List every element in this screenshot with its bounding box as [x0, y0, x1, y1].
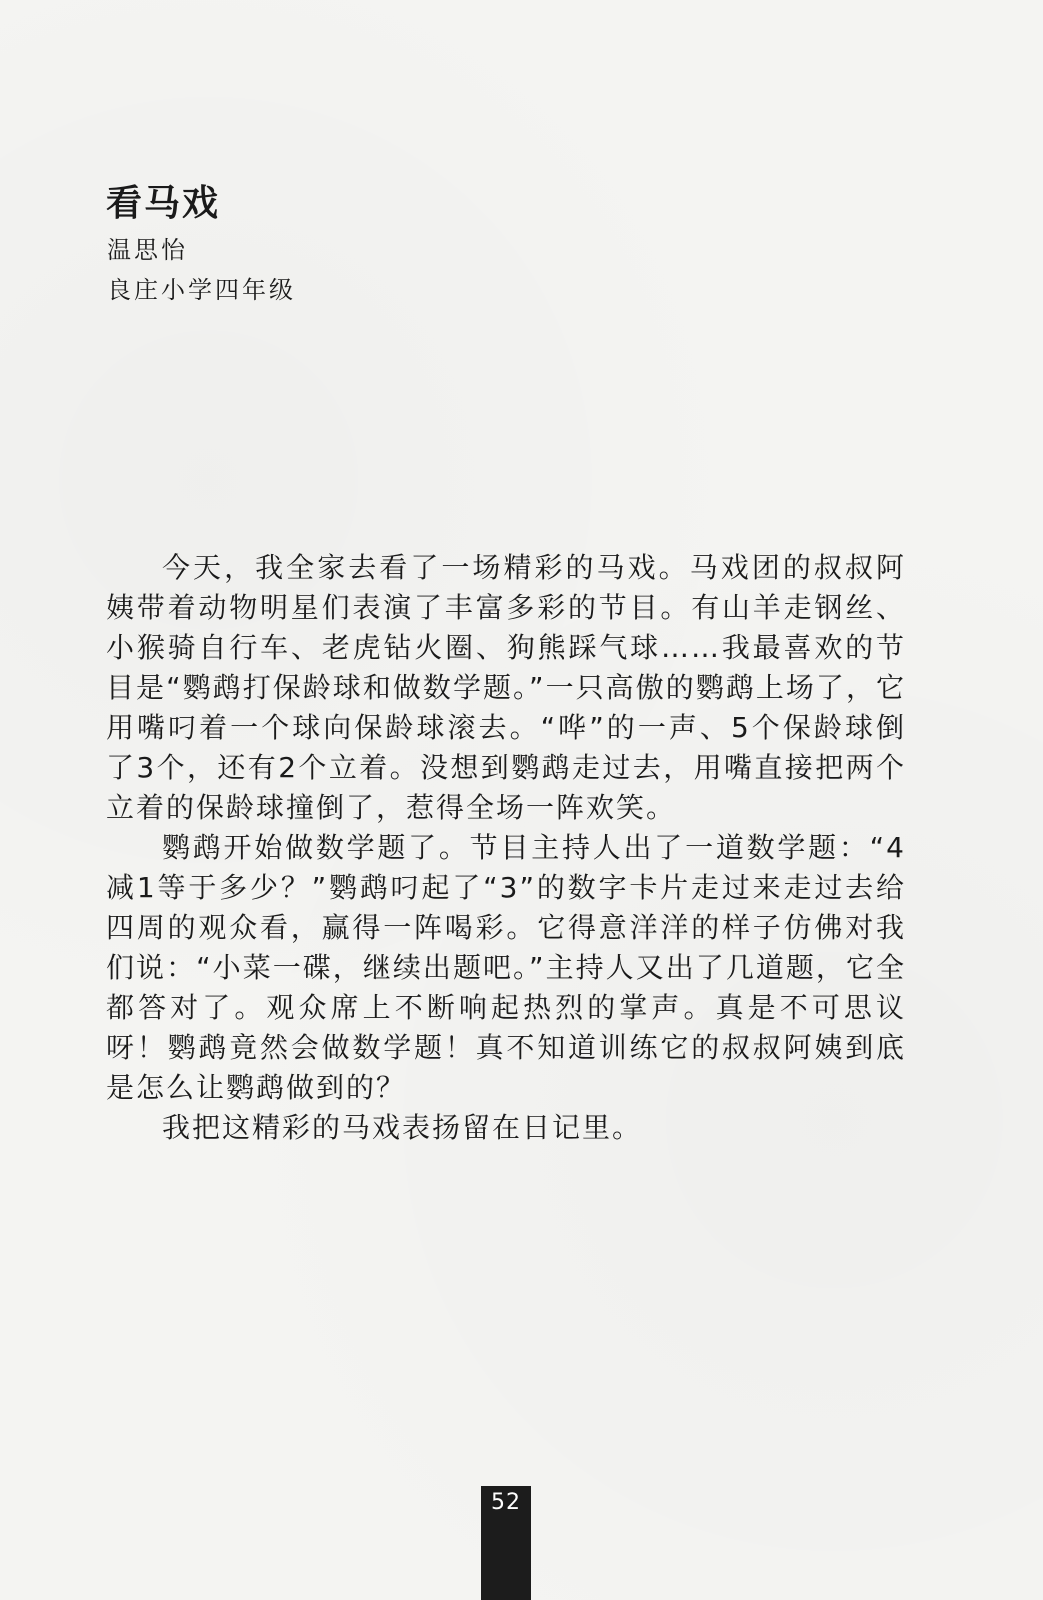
paragraph-2: 鹦鹉开始做数学题了。节目主持人出了一道数学题：“4减1等于多少？”鹦鹉叼起了“3”的数字卡片走过来走过去给四周的观众看，赢得一阵喝彩。它得意洋洋的样子仿佛对我们说：“小菜一碟，继续出题吧。”主持人又出了几道题，它全都答对了。观众席上不断响起热烈的掌声。真是不可思议呀！鹦鹉竟然会做数学题！真不知道训练它的叔叔阿姨到底是怎么让鹦鹉做到的？	[106, 831, 906, 1104]
article-body	[106, 548, 906, 1148]
paragraph-3: 我把这精彩的马戏表扬留在日记里。	[162, 1111, 643, 1144]
paragraph-1: 今天，我全家去看了一场精彩的马戏。马戏团的叔叔阿姨带着动物明星们表演了丰富多彩的节目。有山羊走钢丝、小猴骑自行车、老虎钻火圈、狗熊踩气球……我最喜欢的节目是“鹦鹉打保龄球和做数学题。”一只高傲的鹦鹉上场了，它用嘴叼着一个球向保龄球滚去。“哗”的一声、5个保龄球倒了3个，还有2个立着。没想到鹦鹉走过去，用嘴直接把两个立着的保龄球撞倒了，惹得全场一阵欢笑。	[106, 551, 906, 824]
page-number: 52	[481, 1486, 531, 1600]
author-name: 温思怡	[107, 236, 188, 264]
article-title: 看马戏	[106, 183, 221, 224]
author-school: 良庄小学四年级	[107, 276, 296, 304]
